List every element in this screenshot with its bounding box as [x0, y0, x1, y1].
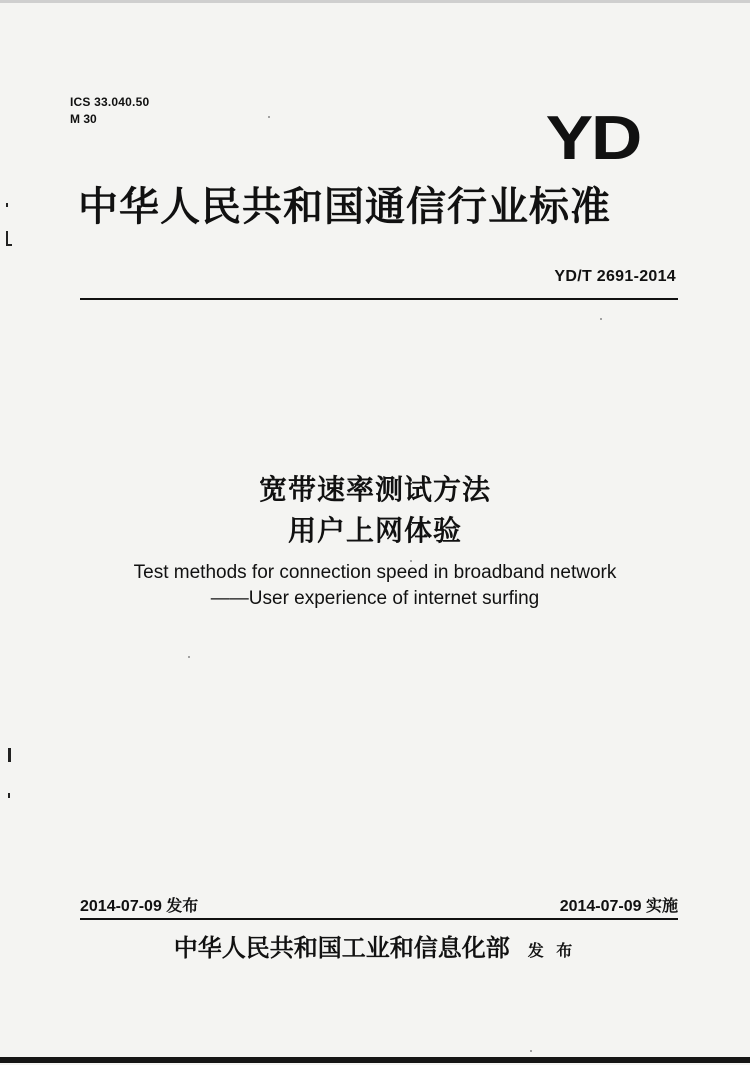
document-title-block	[0, 470, 750, 612]
issue-date: 2014-07-09 发布	[80, 898, 199, 915]
yd-logo: YD	[545, 104, 640, 173]
industry-standard-title: 中华人民共和国通信行业标准	[78, 185, 611, 229]
header-divider	[80, 298, 678, 300]
cn-title-line-2: 用户上网体验	[287, 515, 462, 546]
implementation-date: 2014-07-09 实施	[559, 898, 678, 915]
scan-top-edge	[0, 0, 750, 3]
scan-bottom-edge	[0, 1057, 750, 1063]
en-title-line-1: Test methods for connection speed in broadband network	[133, 562, 617, 583]
publisher-line	[0, 928, 750, 963]
en-title-line-2: ——User experience of internet surfing	[210, 588, 540, 609]
publisher-name: 中华人民共和国工业和信息化部	[173, 933, 510, 962]
standard-number: YD/T 2691-2014	[554, 268, 676, 285]
cn-title-line-1: 宽带速率测试方法	[258, 474, 491, 505]
classification-code: M 30	[70, 112, 97, 126]
ics-code: ICS 33.040.50	[70, 95, 150, 109]
footer-divider	[80, 918, 678, 920]
publisher-suffix: 发 布	[527, 943, 577, 960]
